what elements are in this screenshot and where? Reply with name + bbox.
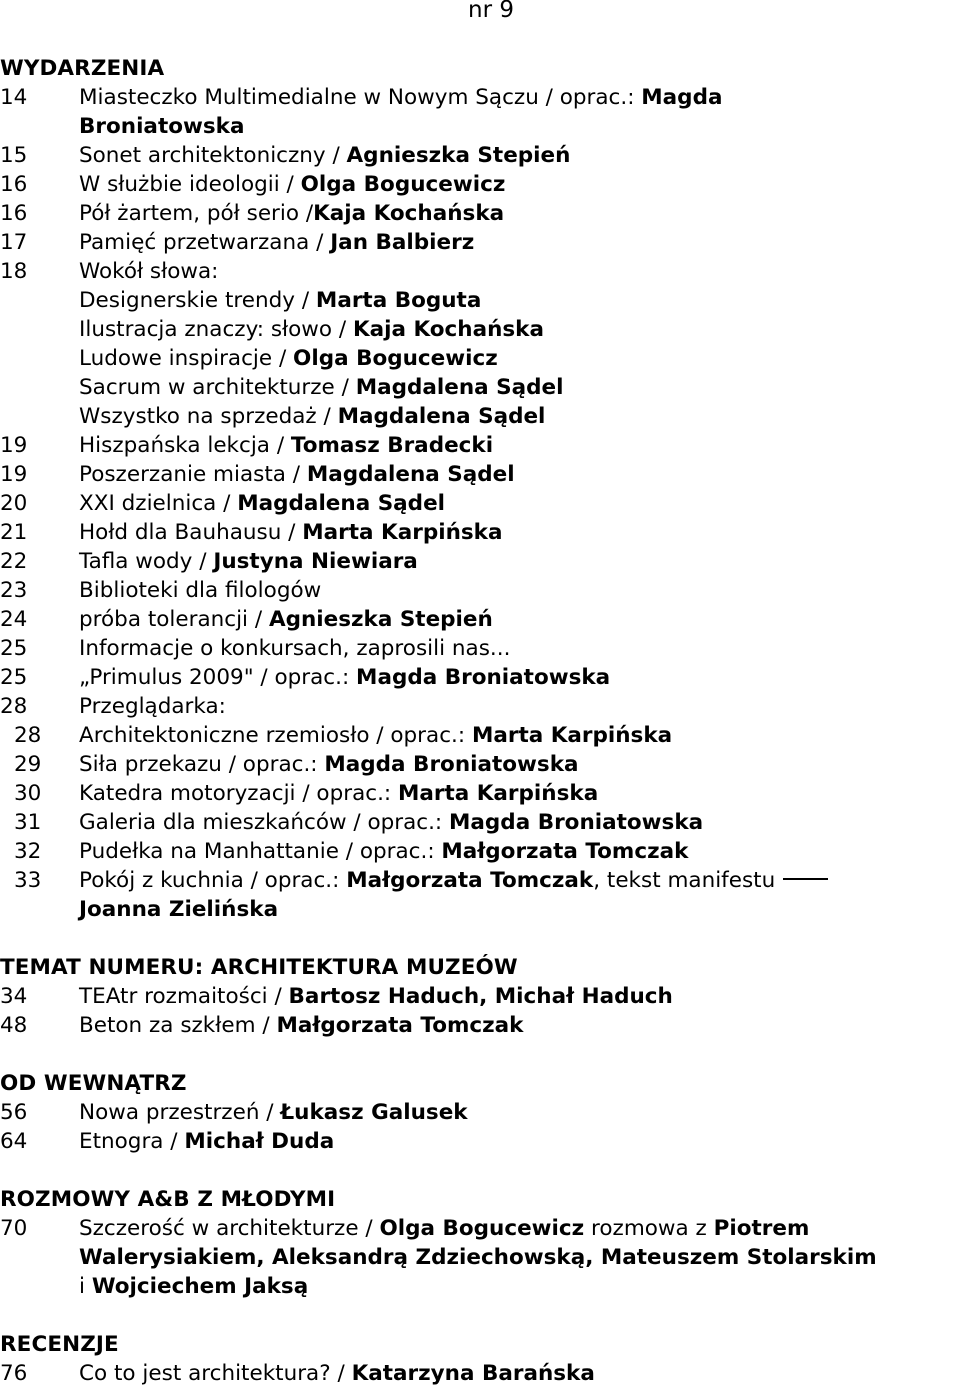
section-spacer bbox=[0, 1040, 960, 1069]
author-name: Olga Bogucewicz bbox=[293, 346, 498, 371]
toc-entry bbox=[0, 170, 960, 199]
title-text: Informacje o konkursach, zaprosili nas... bbox=[79, 636, 511, 661]
page-number: 24 bbox=[0, 607, 28, 632]
page-number: 28 bbox=[14, 723, 42, 748]
page-number: 30 bbox=[14, 781, 42, 806]
author-name: Magdalena Sądel bbox=[237, 491, 446, 516]
title-text: Poszerzanie miasta / bbox=[79, 462, 307, 487]
page-number: 48 bbox=[0, 1013, 28, 1038]
page-number: 22 bbox=[0, 549, 28, 574]
toc-entry bbox=[0, 634, 960, 663]
title-text: „Primulus 2009" / oprac.: bbox=[79, 665, 357, 690]
entry-text bbox=[79, 576, 321, 605]
toc-entry bbox=[0, 866, 960, 895]
toc-entry bbox=[0, 228, 960, 257]
toc-entry-continuation bbox=[0, 112, 960, 141]
toc-entry bbox=[0, 489, 960, 518]
toc-entry-continuation bbox=[0, 1272, 960, 1301]
author-name: Broniatowska bbox=[79, 114, 245, 139]
toc-entry bbox=[0, 141, 960, 170]
page-number: 19 bbox=[0, 462, 28, 487]
title-text: Sonet architektoniczny / bbox=[79, 143, 347, 168]
title-text: Ilustracja znaczy: słowo / bbox=[79, 317, 353, 342]
entry-text bbox=[79, 663, 610, 692]
title-text: rozmowa z bbox=[584, 1216, 714, 1241]
toc-entry bbox=[0, 199, 960, 228]
toc-entry bbox=[0, 779, 960, 808]
title-text: Wokół słowa: bbox=[79, 259, 219, 284]
author-name: Olga Bogucewicz bbox=[379, 1216, 585, 1241]
page-number: 31 bbox=[14, 810, 42, 835]
toc-entry bbox=[0, 1359, 960, 1388]
section-heading: RECENZJE bbox=[0, 1332, 119, 1357]
entry-text bbox=[79, 1127, 334, 1156]
entry-text bbox=[79, 1011, 523, 1040]
author-name: Bartosz Haduch, Michał Haduch bbox=[288, 984, 673, 1009]
entry-text bbox=[79, 721, 672, 750]
toc-entry bbox=[0, 1011, 960, 1040]
author-name: Magda Broniatowska bbox=[356, 665, 611, 690]
author-name: Magdalena Sądel bbox=[306, 462, 515, 487]
title-text: i bbox=[79, 1274, 92, 1299]
author-name: Agnieszka Stepień bbox=[346, 143, 571, 168]
title-text: Co to jest architektura? / bbox=[79, 1361, 352, 1386]
title-text: Biblioteki dla filologów bbox=[79, 578, 322, 603]
entry-text bbox=[79, 402, 545, 431]
page-number: 32 bbox=[14, 839, 42, 864]
author-name: Justyna Niewiara bbox=[213, 549, 418, 574]
title-text: Nowa przestrzeń / bbox=[79, 1100, 281, 1125]
author-name: Joanna Zielińska bbox=[79, 897, 279, 922]
section-heading: ROZMOWY A&B Z MŁODYMI bbox=[0, 1187, 336, 1212]
toc-entry-continuation bbox=[0, 895, 960, 924]
author-name: Katarzyna Barańska bbox=[351, 1361, 595, 1386]
title-text: Beton za szkłem / bbox=[79, 1013, 277, 1038]
author-name: Magda Broniatowska bbox=[324, 752, 579, 777]
author-name: Magda bbox=[641, 85, 723, 110]
toc-entry bbox=[0, 518, 960, 547]
toc-entry bbox=[0, 460, 960, 489]
entry-text bbox=[79, 1272, 308, 1301]
entry-text bbox=[79, 431, 493, 460]
entry-text bbox=[79, 779, 598, 808]
author-name: Małgorzata Tomczak bbox=[441, 839, 689, 864]
page-number: 29 bbox=[14, 752, 42, 777]
toc-entry bbox=[0, 692, 960, 721]
entry-text bbox=[79, 460, 515, 489]
toc-entry bbox=[0, 83, 960, 112]
title-text: TEAtr rozmaitości / bbox=[79, 984, 289, 1009]
author-name: Jan Balbierz bbox=[330, 230, 475, 255]
title-text: Pół żartem, pół serio / bbox=[79, 201, 314, 226]
title-text: Przeglądarka: bbox=[79, 694, 226, 719]
page-number: 16 bbox=[0, 201, 28, 226]
author-name: Marta Karpińska bbox=[302, 520, 503, 545]
section-heading: WYDARZENIA bbox=[0, 56, 165, 81]
toc-entry bbox=[0, 1214, 960, 1243]
title-text: Tafla wody / bbox=[79, 549, 214, 574]
toc-entry bbox=[0, 663, 960, 692]
entry-text bbox=[79, 489, 445, 518]
entry-text bbox=[79, 170, 505, 199]
title-text: Galeria dla mieszkańców / oprac.: bbox=[79, 810, 450, 835]
author-name: Piotrem bbox=[713, 1216, 810, 1241]
title-text: Pamięć przetwarzana / bbox=[79, 230, 331, 255]
entry-text bbox=[79, 547, 418, 576]
entry-text bbox=[79, 112, 244, 141]
section-heading: OD WEWNĄTRZ bbox=[0, 1071, 187, 1096]
entry-text bbox=[79, 141, 570, 170]
author-name: Łukasz Galusek bbox=[280, 1100, 468, 1125]
author-name: Kaja Kochańska bbox=[313, 201, 505, 226]
toc-entry-continuation bbox=[0, 1243, 960, 1272]
entry-text bbox=[79, 866, 828, 895]
page-number: 20 bbox=[0, 491, 28, 516]
entry-text bbox=[79, 750, 579, 779]
author-name: Marta Karpińska bbox=[397, 781, 599, 806]
author-name: Magdalena Sądel bbox=[355, 375, 564, 400]
entry-text bbox=[79, 199, 504, 228]
author-name: Agnieszka Stepień bbox=[268, 607, 493, 632]
author-name: Małgorzata Tomczak bbox=[346, 868, 594, 893]
author-name: Olga Bogucewicz bbox=[300, 172, 506, 197]
page-number: 33 bbox=[14, 868, 42, 893]
entry-text bbox=[79, 808, 703, 837]
entry-text bbox=[79, 634, 510, 663]
title-text: Wszystko na sprzedaż / bbox=[79, 404, 338, 429]
title-text: XXI dzielnica / bbox=[79, 491, 238, 516]
author-name: Tomasz Bradecki bbox=[290, 433, 494, 458]
author-name: Małgorzata Tomczak bbox=[276, 1013, 524, 1038]
toc-entry bbox=[0, 1127, 960, 1156]
toc-entry bbox=[0, 576, 960, 605]
title-text: , tekst manifestu bbox=[593, 868, 776, 893]
entry-text bbox=[79, 315, 544, 344]
page-number: 21 bbox=[0, 520, 28, 545]
title-text: Miasteczko Multimedialne w Nowym Sączu / oprac.: bbox=[79, 85, 642, 110]
toc-entry bbox=[0, 721, 960, 750]
table-of-contents bbox=[0, 54, 960, 1388]
entry-text bbox=[79, 344, 498, 373]
page-number: 34 bbox=[0, 984, 28, 1009]
em-dash-line bbox=[783, 878, 828, 880]
author-name: Wojciechem Jaksą bbox=[91, 1274, 309, 1299]
title-text: Hiszpańska lekcja / bbox=[79, 433, 291, 458]
title-text: Etnogra / bbox=[79, 1129, 185, 1154]
entry-text bbox=[79, 982, 673, 1011]
entry-text bbox=[79, 373, 563, 402]
page-number: 28 bbox=[0, 694, 28, 719]
toc-entry-continuation bbox=[0, 402, 960, 431]
toc-entry-continuation bbox=[0, 373, 960, 402]
page-number: 23 bbox=[0, 578, 28, 603]
title-text: Siła przekazu / oprac.: bbox=[79, 752, 325, 777]
author-name: Marta Boguta bbox=[315, 288, 482, 313]
toc-entry bbox=[0, 808, 960, 837]
author-name: Walerysiakiem, Aleksandrą Zdziechowską, Mateuszem Stolarskim bbox=[79, 1245, 877, 1270]
title-text: Szczerość w architekturze / bbox=[79, 1216, 380, 1241]
title-text: Hołd dla Bauhausu / bbox=[79, 520, 303, 545]
author-name: Magda Broniatowska bbox=[449, 810, 704, 835]
page-number: 76 bbox=[0, 1361, 28, 1386]
section-spacer bbox=[0, 1156, 960, 1185]
toc-entry bbox=[0, 605, 960, 634]
page-number: 18 bbox=[0, 259, 28, 284]
issue-number: nr 9 bbox=[468, 0, 514, 23]
page-number: 70 bbox=[0, 1216, 28, 1241]
page-number: 64 bbox=[0, 1129, 28, 1154]
entry-text bbox=[79, 257, 218, 286]
title-text: W służbie ideologii / bbox=[79, 172, 301, 197]
toc-entry bbox=[0, 750, 960, 779]
author-name: Kaja Kochańska bbox=[352, 317, 544, 342]
toc-entry bbox=[0, 982, 960, 1011]
section-spacer bbox=[0, 1301, 960, 1330]
title-text: próba tolerancji / bbox=[79, 607, 269, 632]
entry-text bbox=[79, 1098, 468, 1127]
title-text: Katedra motoryzacji / oprac.: bbox=[79, 781, 398, 806]
page-number: 25 bbox=[0, 636, 28, 661]
author-name: Magdalena Sądel bbox=[337, 404, 546, 429]
entry-text bbox=[79, 286, 481, 315]
entry-text bbox=[79, 518, 502, 547]
page-number: 17 bbox=[0, 230, 28, 255]
entry-text bbox=[79, 895, 278, 924]
section-spacer bbox=[0, 924, 960, 953]
toc-entry-continuation bbox=[0, 315, 960, 344]
author-name: Marta Karpińska bbox=[471, 723, 673, 748]
toc-entry bbox=[0, 1098, 960, 1127]
page-number: 16 bbox=[0, 172, 28, 197]
title-text: Pokój z kuchnia / oprac.: bbox=[79, 868, 347, 893]
toc-entry-continuation bbox=[0, 286, 960, 315]
entry-text bbox=[79, 605, 493, 634]
title-text: Ludowe inspiracje / bbox=[79, 346, 294, 371]
author-name: Michał Duda bbox=[184, 1129, 335, 1154]
toc-entry bbox=[0, 837, 960, 866]
toc-entry bbox=[0, 431, 960, 460]
page-number: 19 bbox=[0, 433, 28, 458]
title-text: Architektoniczne rzemiosło / oprac.: bbox=[79, 723, 472, 748]
section-heading: TEMAT NUMERU: ARCHITEKTURA MUZEÓW bbox=[0, 955, 518, 980]
entry-text bbox=[79, 1359, 595, 1388]
toc-entry bbox=[0, 547, 960, 576]
title-text: Sacrum w architekturze / bbox=[79, 375, 356, 400]
page-number: 15 bbox=[0, 143, 28, 168]
title-text: Pudełka na Manhattanie / oprac.: bbox=[79, 839, 442, 864]
page-number: 56 bbox=[0, 1100, 28, 1125]
toc-entry-continuation bbox=[0, 344, 960, 373]
entry-text bbox=[79, 1214, 809, 1243]
entry-text bbox=[79, 837, 688, 866]
entry-text bbox=[79, 228, 474, 257]
title-text: Designerskie trendy / bbox=[79, 288, 316, 313]
entry-text bbox=[79, 83, 722, 112]
page-number: 14 bbox=[0, 85, 28, 110]
page-number: 25 bbox=[0, 665, 28, 690]
entry-text bbox=[79, 692, 226, 721]
toc-entry bbox=[0, 257, 960, 286]
entry-text bbox=[79, 1243, 877, 1272]
